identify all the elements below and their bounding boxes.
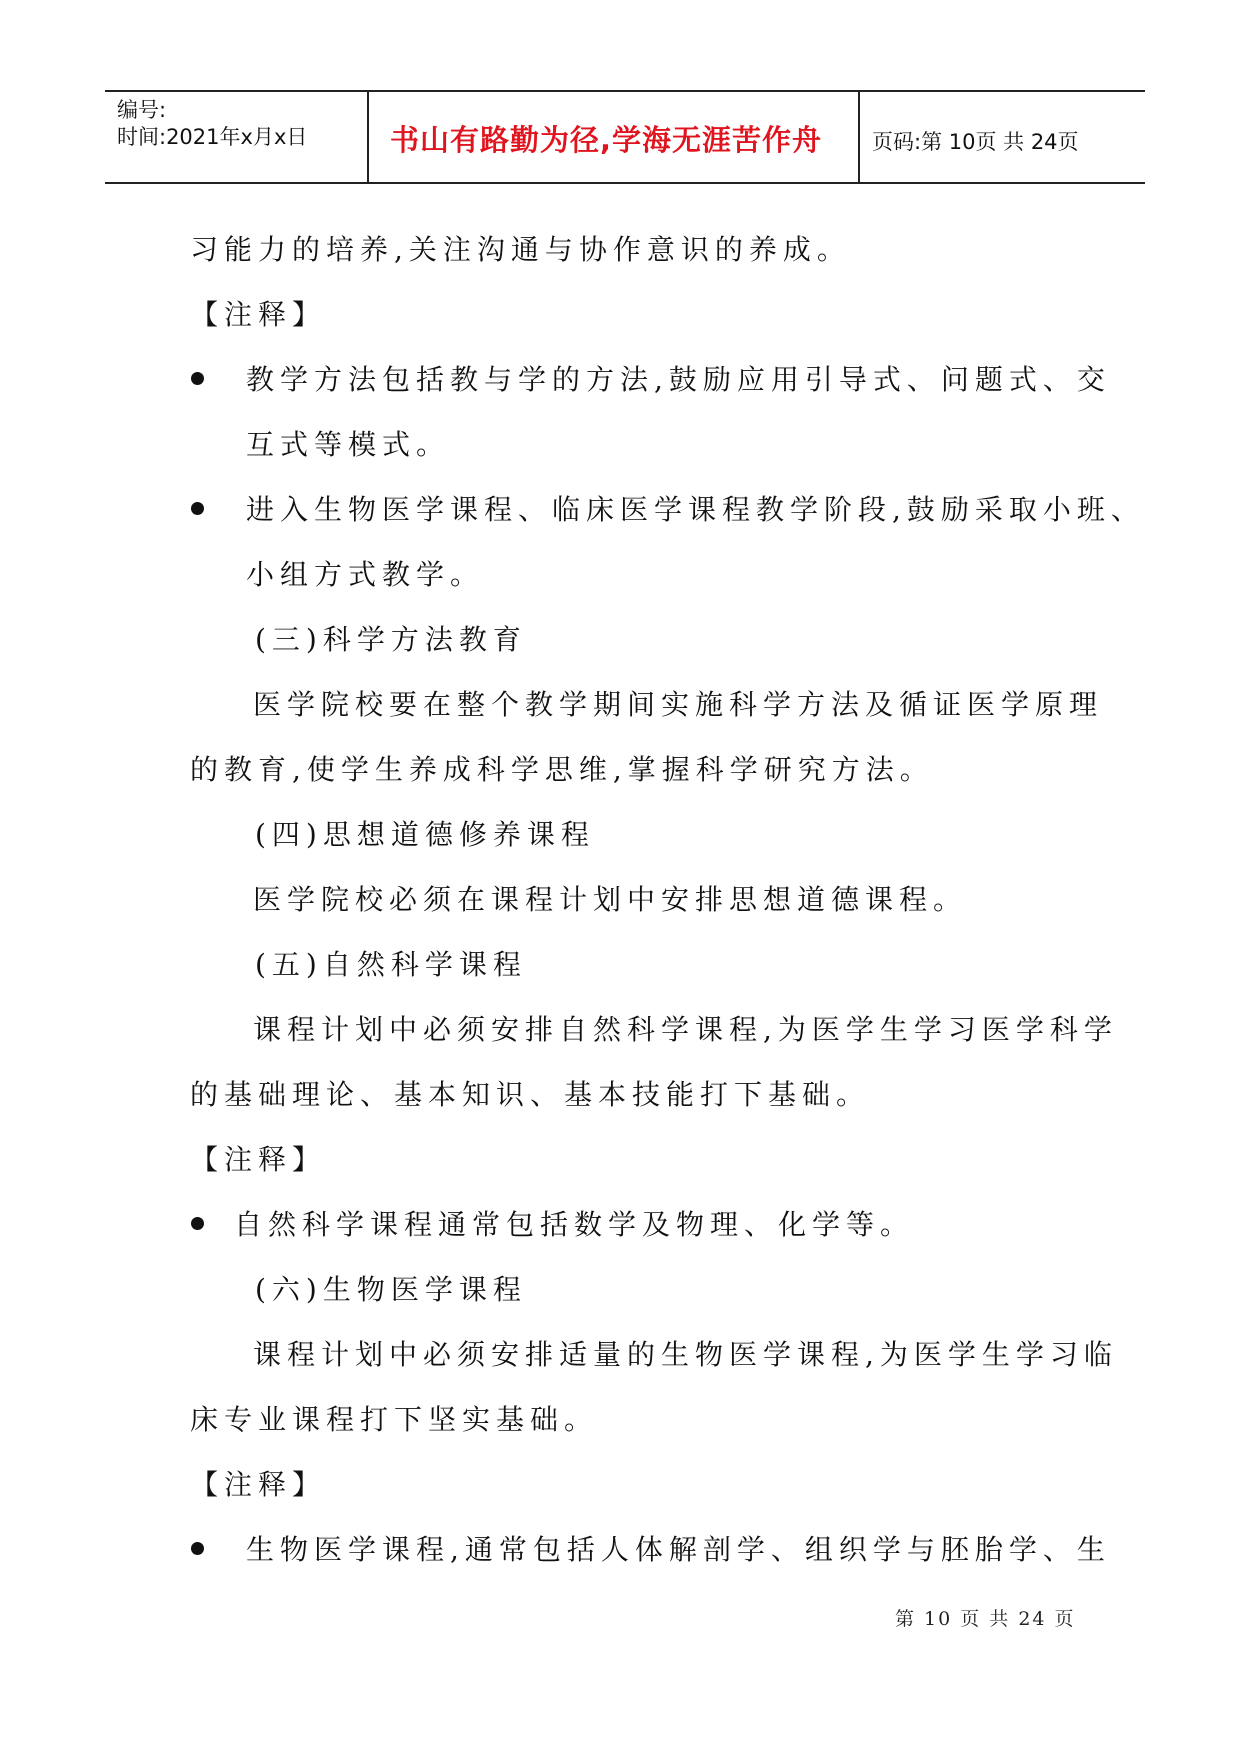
header-bottom-rule [105, 182, 1145, 184]
section-heading: (四)思想道德修养课程 [255, 818, 595, 851]
bullet-line: 互式等模式。 [246, 428, 451, 461]
paragraph-line: 课程计划中必须安排自然科学课程,为医学生学习医学科学 [253, 1013, 1118, 1046]
header-motto: 书山有路勤为径,学海无涯苦作舟 [390, 123, 823, 157]
bullet-dot [191, 1542, 204, 1555]
paragraph-line: 床专业课程打下坚实基础。 [190, 1403, 599, 1436]
paragraph-line: 的基础理论、基本知识、基本技能打下基础。 [190, 1078, 871, 1111]
note-heading: 【注释】 [190, 1468, 327, 1501]
section-heading: (六)生物医学课程 [255, 1273, 527, 1306]
header-time-label: 时间:2021年x月x日 [117, 125, 308, 149]
paragraph-line: 医学院校要在整个教学期间实施科学方法及循证医学原理 [253, 688, 1104, 721]
paragraph-line: 课程计划中必须安排适量的生物医学课程,为医学生学习临 [253, 1338, 1118, 1371]
paragraph-line: 的教育,使学生养成科学思维,掌握科学研究方法。 [190, 753, 934, 786]
note-heading: 【注释】 [190, 1143, 327, 1176]
header-page-label: 页码:第 10页 共 24页 [872, 130, 1079, 154]
header-top-rule [105, 90, 1145, 92]
bullet-line: 自然科学课程通常包括数学及物理、化学等。 [234, 1208, 915, 1241]
bullet-line: 生物医学课程,通常包括人体解剖学、组织学与胚胎学、生 [246, 1533, 1111, 1566]
bullet-line: 进入生物医学课程、临床医学课程教学阶段,鼓励采取小班、 [246, 493, 1145, 526]
bullet-dot [191, 372, 204, 385]
paragraph-line: 医学院校必须在课程计划中安排思想道德课程。 [253, 883, 968, 916]
body-line: 习能力的培养,关注沟通与协作意识的养成。 [190, 233, 851, 266]
header-number-label: 编号: [117, 98, 167, 122]
bullet-line: 小组方式教学。 [246, 558, 485, 591]
header-divider-right [858, 90, 860, 183]
bullet-line: 教学方法包括教与学的方法,鼓励应用引导式、问题式、交 [246, 363, 1111, 396]
page-footer: 第 10 页 共 24 页 [895, 1608, 1076, 1630]
section-heading: (三)科学方法教育 [255, 623, 527, 656]
bullet-dot [191, 502, 204, 515]
bullet-dot [191, 1217, 204, 1230]
header-divider-left [367, 90, 369, 183]
note-heading: 【注释】 [190, 298, 327, 331]
section-heading: (五)自然科学课程 [255, 948, 527, 981]
